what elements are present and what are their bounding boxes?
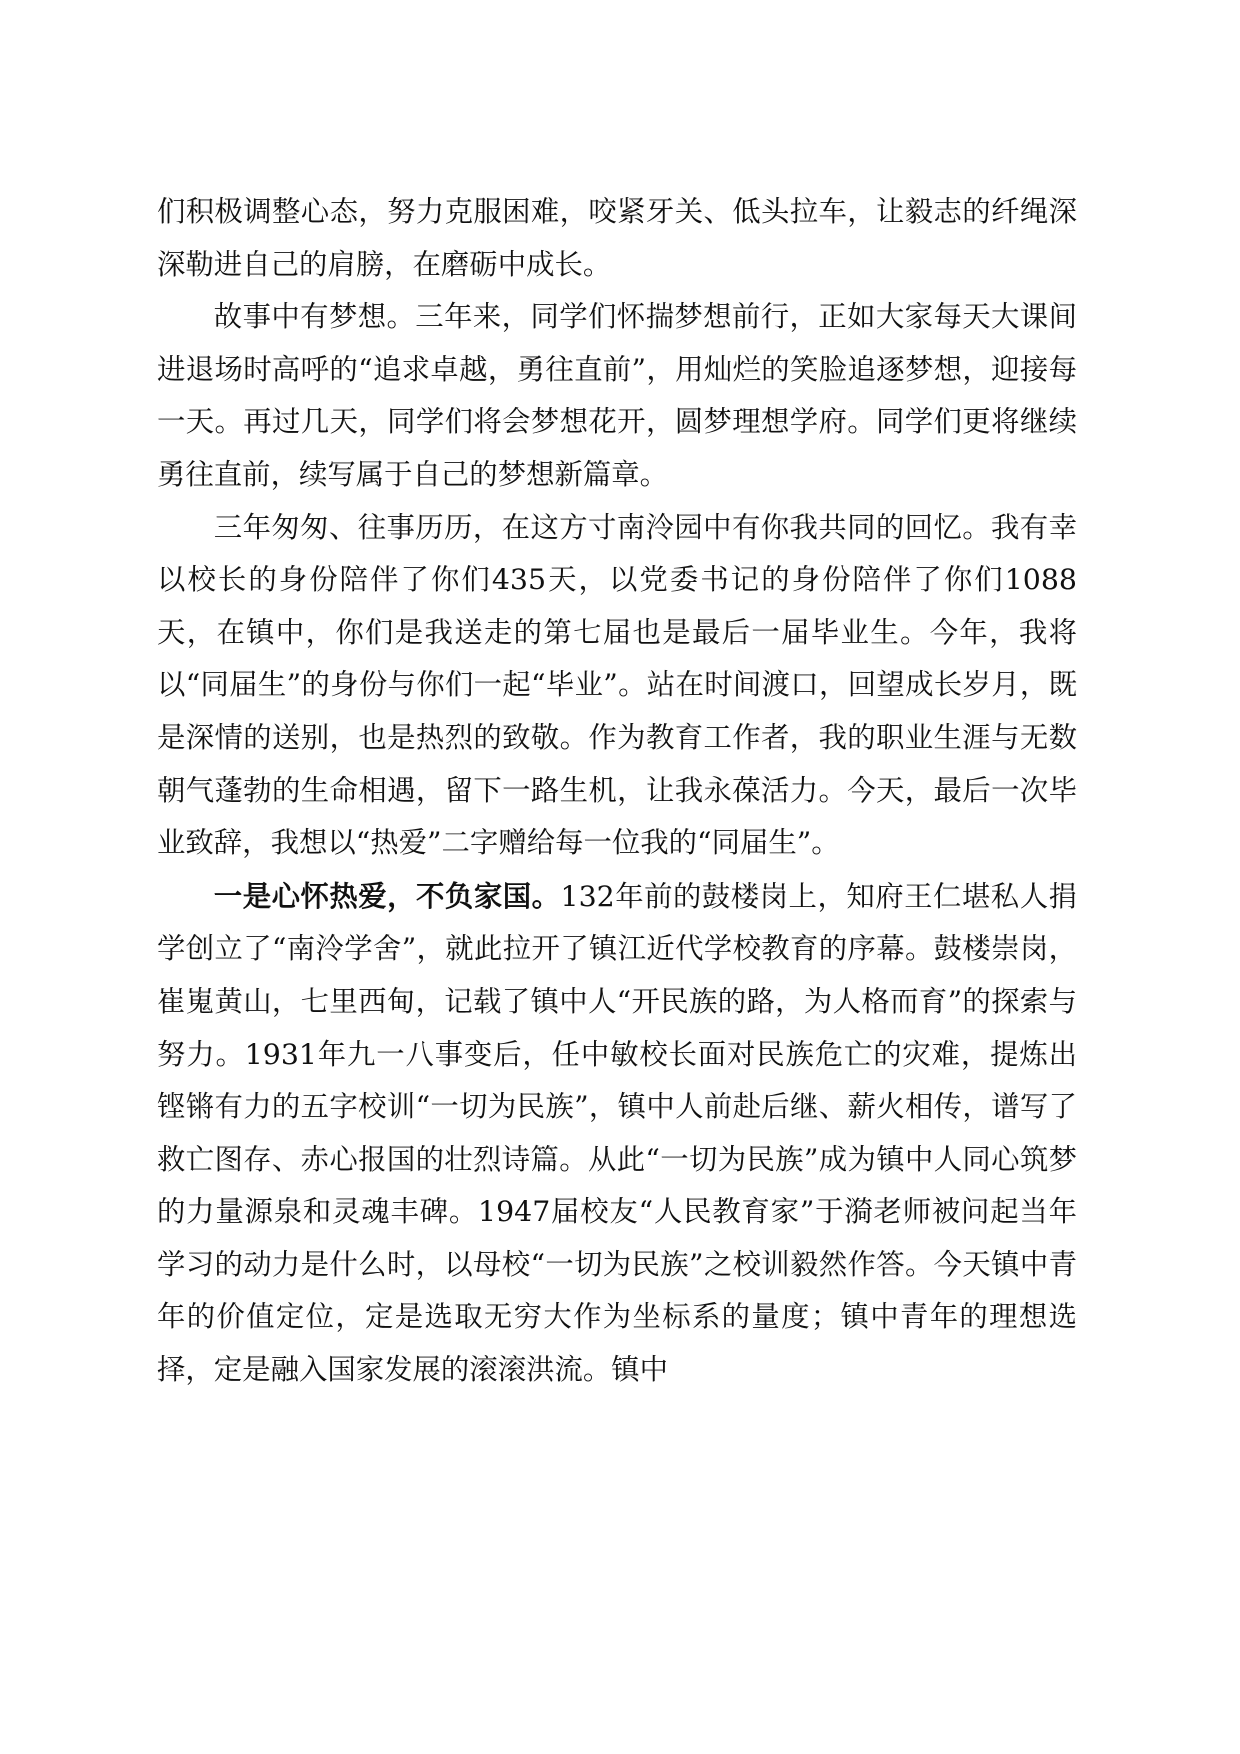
paragraph-4-text: 132年前的鼓楼岗上，知府王仁堪私人捐学创立了“南泠学舍”，就此拉开了镇江近代学校教育的序幕。鼓楼崇岗，崔嵬黄山，七里西甸，记载了镇中人“开民族的路，为人格而育”的探索与努力。1931年九一八事变后，任中敏校长面对民族危亡的灾难，提炼出铿锵有力的五字校训“一切为民族”，镇中人前赴后继、薪火相传，谱写了救亡图存、赤心报国的壮烈诗篇。从此“一切为民族”成为镇中人同心筑梦的力量源泉和灵魂丰碑。1947届校友“人民教育家”于漪老师被问起当年学习的动力是什么时，以母校“一切为民族”之校训毅然作答。今天镇中青年的价值定位，定是选取无穷大作为坐标系的量度；镇中青年的理想选择，定是融入国家发展的滚滚洪流。镇中 <box>157 879 1077 1387</box>
paragraph-2-text: 故事中有梦想。三年来，同学们怀揣梦想前行，正如大家每天大课间进退场时高呼的“追求卓越，勇往直前”，用灿烂的笑脸追逐梦想，迎接每一天。再过几天，同学们将会梦想花开，圆梦理想学府。同学们更将继续勇往直前，续写属于自己的梦想新篇章。 <box>157 300 1077 491</box>
paragraph-3-text: 三年匆匆、往事历历，在这方寸南泠园中有你我共同的回忆。我有幸以校长的身份陪伴了你们435天，以党委书记的身份陪伴了你们1088天，在镇中，你们是我送走的第七届也是最后一届毕业生。今年，我将以“同届生”的身份与你们一起“毕业”。站在时间渡口，回望成长岁月，既是深情的送别，也是热烈的致敬。作为教育工作者，我的职业生涯与无数朝气蓬勃的生命相遇，留下一路生机，让我永葆活力。今天，最后一次毕业致辞，我想以“热爱”二字赠给每一位我的“同届生”。 <box>157 510 1077 860</box>
paragraph-4 <box>157 870 1077 1397</box>
paragraph-2 <box>157 291 1077 501</box>
paragraph-3 <box>157 502 1077 870</box>
document-page <box>157 186 1077 1397</box>
paragraph-4-lead: 一是心怀热爱，不负家国。 <box>213 878 561 913</box>
paragraph-1 <box>157 186 1077 291</box>
paragraph-1-text: 们积极调整心态，努力克服困难，咬紧牙关、低头拉车，让毅志的纤绳深深勒进自己的肩膀，在磨砺中成长。 <box>157 195 1077 281</box>
